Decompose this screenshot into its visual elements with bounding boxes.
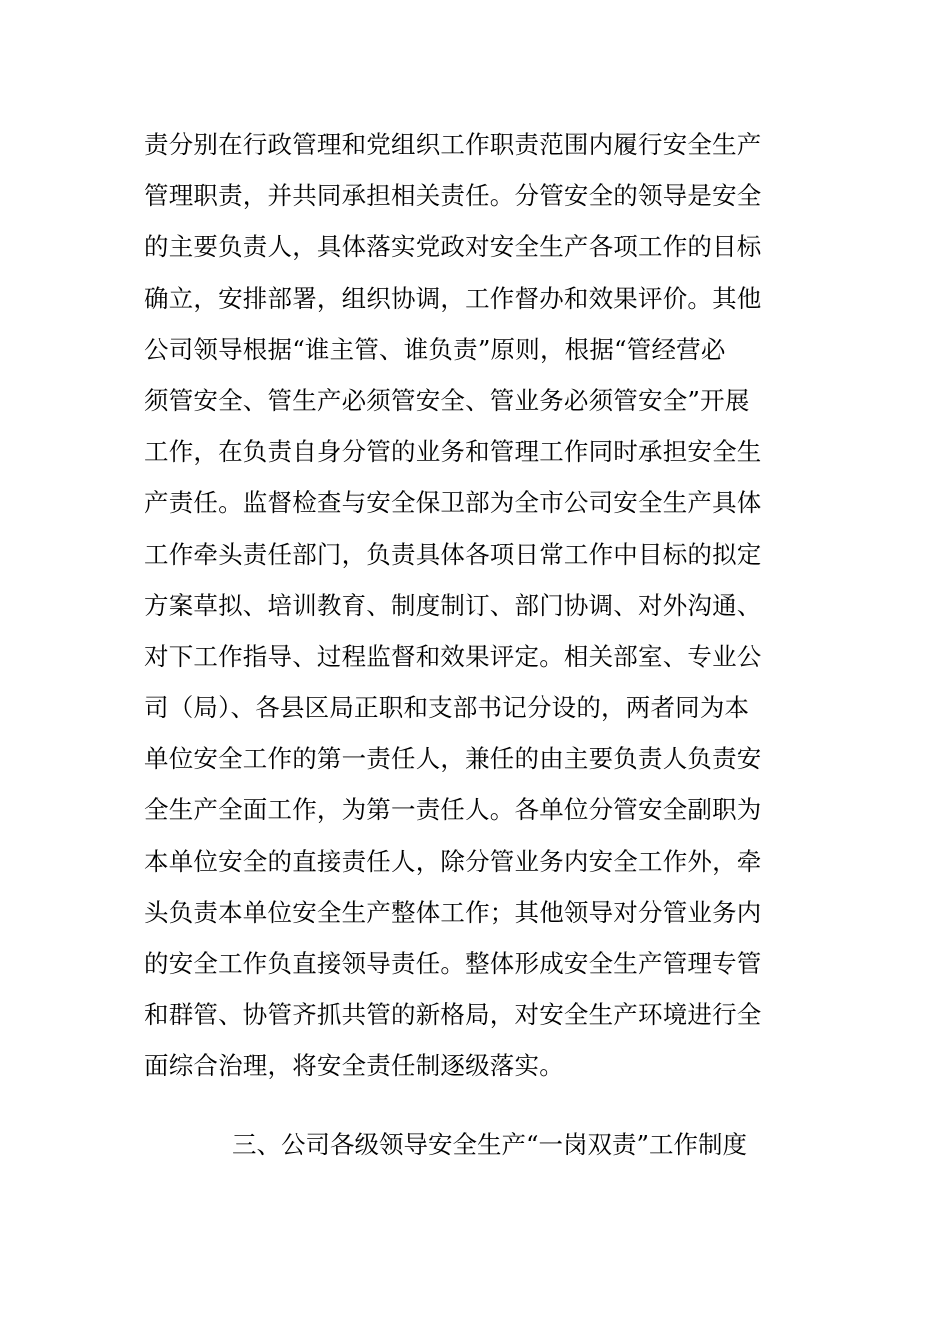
paragraph-line: 的主要负责人，具体落实党政对安全生产各项工作的目标 xyxy=(144,232,762,262)
paragraph-line: 工作牵头责任部门，负责具体各项日常工作中目标的拟定 xyxy=(144,539,762,569)
paragraph-line: 面综合治理，将安全责任制逐级落实。 xyxy=(144,1051,564,1081)
paragraph-line: 和群管、协管齐抓共管的新格局，对安全生产环境进行全 xyxy=(144,1000,762,1030)
paragraph-line: 对下工作指导、过程监督和效果评定。相关部室、专业公 xyxy=(144,641,762,671)
paragraph-line: 须管安全、管生产必须管安全、管业务必须管安全”开展 xyxy=(144,385,750,415)
paragraph-line: 的安全工作负直接领导责任。整体形成安全生产管理专管 xyxy=(144,949,762,978)
paragraph-line: 本单位安全的直接责任人，除分管业务内安全工作外，牵 xyxy=(144,846,762,876)
paragraph-line: 确立，安排部署，组织协调，工作督办和效果评价。其他 xyxy=(144,283,762,313)
body-paragraph xyxy=(144,119,820,1092)
paragraph-line: 头负责本单位安全生产整体工作；其他领导对分管业务内 xyxy=(144,897,762,927)
paragraph-line: 责分别在行政管理和党组织工作职责范围内履行安全生产 xyxy=(144,130,762,159)
paragraph-line: 公司领导根据“谁主管、谁负责”原则，根据“管经营必 xyxy=(144,334,726,364)
paragraph-line: 司（局）、各县区局正职和支部书记分设的，两者同为本 xyxy=(144,693,750,723)
section-heading: 三、公司各级领导安全生产“一岗双责”工作制度 xyxy=(232,1130,748,1159)
paragraph-line: 单位安全工作的第一责任人，兼任的由主要负责人负责安 xyxy=(144,744,762,774)
paragraph-line: 工作，在负责自身分管的业务和管理工作同时承担安全生 xyxy=(144,437,762,467)
paragraph-line: 全生产全面工作，为第一责任人。各单位分管安全副职为 xyxy=(144,795,762,825)
paragraph-line: 方案草拟、培训教育、制度制订、部门协调、对外沟通、 xyxy=(144,590,762,620)
paragraph-line: 管理职责，并共同承担相关责任。分管安全的领导是安全 xyxy=(144,181,762,211)
paragraph-line: 产责任。监督检查与安全保卫部为全市公司安全生产具体 xyxy=(144,488,762,518)
